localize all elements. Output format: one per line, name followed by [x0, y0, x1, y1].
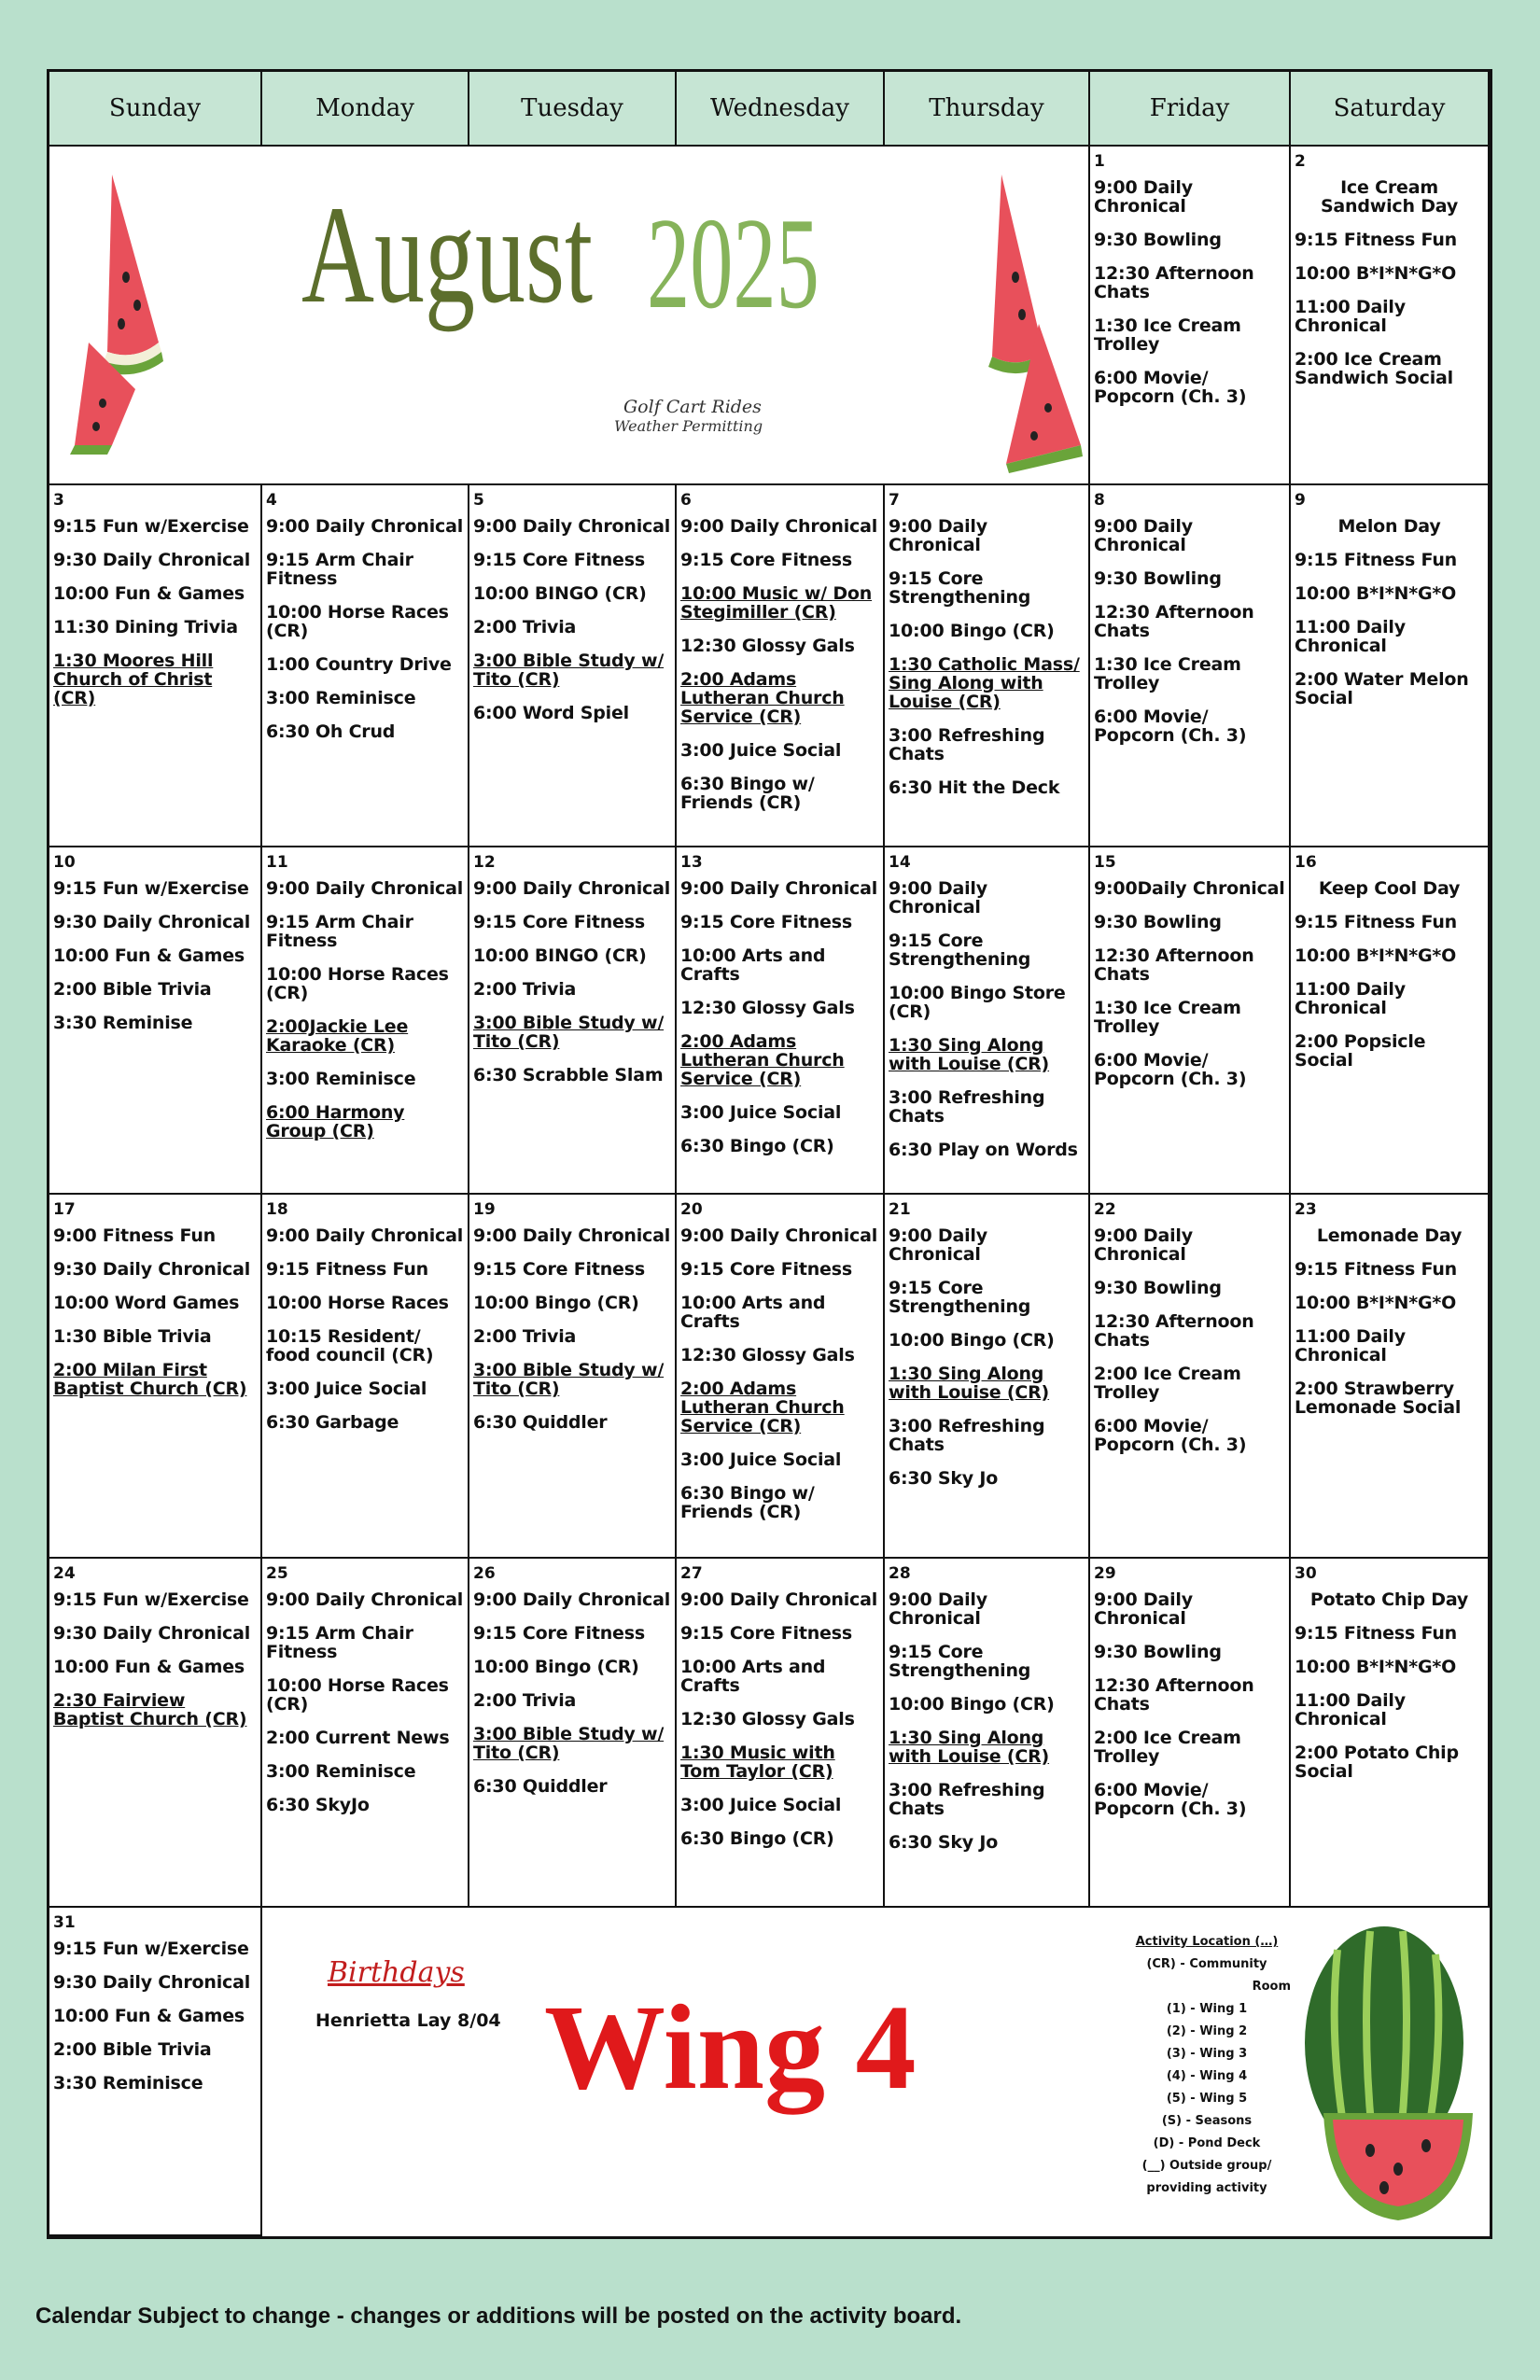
- activity-item: 9:15 Core Fitness: [473, 1259, 645, 1280]
- activity-item: 10:00 Horse Races (CR): [266, 602, 449, 641]
- activity-item: 10:00 BINGO (CR): [473, 583, 647, 604]
- day-number: 12: [473, 853, 496, 872]
- activity-item: 2:00 Strawberry Lemonade Social: [1295, 1379, 1462, 1418]
- activity-item: 6:30 Quiddler: [473, 1776, 608, 1797]
- activity-item: 10:00 B*I*N*G*O: [1295, 945, 1457, 966]
- day-number: 25: [266, 1564, 288, 1583]
- activity-item: 10:00 Arts and Crafts: [680, 1657, 826, 1696]
- activity-item: 1:30 Ice Cream Trolley: [1094, 654, 1241, 693]
- activity-item: 10:00 Horse Races (CR): [266, 1675, 449, 1715]
- theme-day-title: Potato Chip Day: [1309, 1589, 1469, 1610]
- activity-item: 9:15 Core Fitness: [680, 1259, 852, 1280]
- day-cell: [49, 1559, 262, 1908]
- activity-item: 9:30 Bowling: [1094, 1642, 1222, 1662]
- day-cell: [469, 1559, 677, 1908]
- activity-item: 10:00 B*I*N*G*O: [1295, 1657, 1457, 1677]
- activity-item: 9:15 Core Fitness: [680, 912, 852, 932]
- activity-item: 6:00 Movie/ Popcorn (Ch. 3): [1094, 368, 1247, 407]
- legend-line: Room: [1252, 1980, 1291, 1994]
- day-cell: [885, 847, 1090, 1195]
- day-number: 19: [473, 1200, 496, 1219]
- day-cell: [677, 847, 885, 1195]
- activity-item: 1:30 Ice Cream Trolley: [1094, 315, 1241, 355]
- day-number: 5: [473, 491, 484, 510]
- day-cell: [1291, 485, 1490, 847]
- activity-item: 10:00 Bingo (CR): [889, 621, 1055, 641]
- theme-day-title: Melon Day: [1337, 516, 1441, 537]
- activity-item: 9:00 Daily Chronical: [1094, 516, 1193, 555]
- activity-item: 10:00 Bingo (CR): [889, 1694, 1055, 1715]
- theme-day-title: Ice Cream Sandwich Day: [1320, 177, 1459, 217]
- day-number: 8: [1094, 491, 1105, 510]
- weekday-header-thursday: Thursday: [885, 72, 1090, 147]
- activity-item: 11:00 Daily Chronical: [1295, 1326, 1406, 1365]
- activity-item: 9:00 Daily Chronical: [889, 878, 987, 917]
- activity-item: 9:00Daily Chronical: [1094, 878, 1285, 899]
- activity-item: 3:00 Juice Social: [680, 1102, 842, 1123]
- activity-item: 9:15 Fun w/Exercise: [53, 1939, 249, 1959]
- day-number: 2: [1295, 152, 1306, 171]
- day-cell: [469, 1195, 677, 1559]
- activity-item: 6:30 Hit the Deck: [889, 777, 1060, 798]
- activity-item: 9:30 Bowling: [1094, 912, 1222, 932]
- activity-item: 3:00 Bible Study w/ Tito (CR): [473, 651, 665, 690]
- activity-item: 9:00 Daily Chronical: [1094, 1589, 1193, 1629]
- day-number: 1: [1094, 152, 1105, 171]
- activity-item: 3:00 Refreshing Chats: [889, 1416, 1045, 1455]
- disclaimer-note: Calendar Subject to change - changes or additions will be posted on the activity board.: [35, 2303, 962, 2329]
- activity-item: 2:00 Bible Trivia: [53, 979, 212, 1000]
- activity-item: 2:00 Popsicle Social: [1295, 1031, 1426, 1071]
- activity-item: 11:00 Daily Chronical: [1295, 297, 1406, 336]
- activity-item: 9:15 Core Fitness: [473, 912, 645, 932]
- legend-line: (1) - Wing 1: [1166, 2002, 1248, 2016]
- day-number: 15: [1094, 853, 1116, 872]
- day-number: 6: [680, 491, 692, 510]
- activity-item: 9:15 Core Strengthening: [889, 1278, 1031, 1317]
- activity-item: 2:00 Ice Cream Trolley: [1094, 1728, 1241, 1767]
- activity-item: 9:30 Daily Chronical: [53, 1972, 251, 1993]
- weekday-header-tuesday: Tuesday: [469, 72, 677, 147]
- day-cell: [1090, 1559, 1291, 1908]
- activity-item: 6:30 SkyJo: [266, 1795, 370, 1815]
- activity-item: 6:30 Oh Crud: [266, 721, 396, 742]
- activity-item: 6:30 Garbage: [266, 1412, 399, 1433]
- activity-item: 2:00 Trivia: [473, 979, 577, 1000]
- activity-item: 9:00 Daily Chronical: [680, 878, 878, 899]
- day-cell: [677, 1559, 885, 1908]
- activity-item: 11:00 Daily Chronical: [1295, 1690, 1406, 1729]
- day-cell: [1291, 847, 1490, 1195]
- golf-cart-note: Golf Cart Rides: [623, 397, 762, 417]
- activity-item: 9:00 Daily Chronical: [889, 1225, 987, 1265]
- activity-item: 6:30 Bingo (CR): [680, 1828, 834, 1849]
- activity-item: 9:15 Arm Chair Fitness: [266, 1623, 413, 1662]
- day-cell: [677, 1195, 885, 1559]
- legend-line: (D) - Pond Deck: [1153, 2136, 1261, 2150]
- activity-item: 9:15 Core Fitness: [680, 550, 852, 570]
- activity-location-legend: [1113, 1931, 1300, 2200]
- activity-item: 9:00 Daily Chronical: [473, 1225, 671, 1246]
- activity-item: 9:00 Daily Chronical: [266, 1589, 464, 1610]
- activity-item: 1:30 Sing Along with Louise (CR): [889, 1035, 1050, 1074]
- day-cell: [469, 847, 677, 1195]
- activity-item: 6:00 Movie/ Popcorn (Ch. 3): [1094, 707, 1247, 746]
- activity-item: 3:30 Reminisce: [53, 2073, 203, 2093]
- activity-item: 12:30 Glossy Gals: [680, 998, 855, 1018]
- day-number: 9: [1295, 491, 1306, 510]
- activity-item: 9:30 Daily Chronical: [53, 912, 251, 932]
- activity-item: 12:30 Afternoon Chats: [1094, 263, 1254, 302]
- day-number: 28: [889, 1564, 911, 1583]
- day-cell: [262, 847, 469, 1195]
- legend-title: Activity Location (…): [1135, 1935, 1279, 1949]
- activity-item: 10:00 Bingo (CR): [473, 1293, 639, 1313]
- activity-item: 9:00 Daily Chronical: [473, 1589, 671, 1610]
- activity-item: 3:00 Refreshing Chats: [889, 725, 1045, 764]
- activity-item: 9:15 Fitness Fun: [1295, 1623, 1457, 1644]
- activity-item: 9:15 Fitness Fun: [266, 1259, 428, 1280]
- activity-item: 12:30 Afternoon Chats: [1094, 945, 1254, 985]
- day-cell: [1090, 847, 1291, 1195]
- activity-item: 6:30 Bingo (CR): [680, 1136, 834, 1156]
- day-cell: [262, 485, 469, 847]
- activity-item: 9:15 Fitness Fun: [1295, 230, 1457, 250]
- theme-day-title: Keep Cool Day: [1318, 878, 1461, 899]
- activity-item: 9:00 Daily Chronical: [473, 516, 671, 537]
- activity-item: 10:00 B*I*N*G*O: [1295, 1293, 1457, 1313]
- activity-item: 2:00 Ice Cream Sandwich Social: [1295, 349, 1453, 388]
- activity-item: 6:30 Sky Jo: [889, 1832, 999, 1853]
- legend-line: providing activity: [1146, 2181, 1267, 2195]
- activity-item: 9:15 Core Fitness: [680, 1623, 852, 1644]
- activity-item: 9:30 Bowling: [1094, 230, 1222, 250]
- activity-item: 10:00 Bingo (CR): [889, 1330, 1055, 1351]
- birthdays-title: Birthdays: [328, 1956, 465, 1989]
- watermelon-icon: [1281, 1912, 1491, 2230]
- activity-item: 10:00 Fun & Games: [53, 945, 245, 966]
- activity-item: 9:15 Fitness Fun: [1295, 1259, 1457, 1280]
- activity-item: 9:15 Arm Chair Fitness: [266, 550, 413, 589]
- activity-item: 1:30 Sing Along with Louise (CR): [889, 1364, 1050, 1403]
- activity-item: 1:30 Moores Hill Church of Christ (CR): [53, 651, 214, 708]
- activity-item: 9:15 Core Strengthening: [889, 931, 1031, 970]
- activity-item: 9:30 Bowling: [1094, 1278, 1222, 1298]
- activity-item: 9:30 Bowling: [1094, 568, 1222, 589]
- weekday-header-saturday: Saturday: [1291, 72, 1490, 147]
- activity-item: 2:00 Adams Lutheran Church Service (CR): [680, 1379, 845, 1436]
- activity-item: 9:15 Core Fitness: [473, 1623, 645, 1644]
- activity-item: 9:00 Daily Chronical: [1094, 177, 1193, 217]
- weekday-header-sunday: Sunday: [49, 72, 262, 147]
- activity-item: 9:00 Daily Chronical: [889, 516, 987, 555]
- day-cell: [49, 1195, 262, 1559]
- activity-item: 3:00 Juice Social: [266, 1379, 427, 1399]
- activity-item: 9:00 Daily Chronical: [266, 1225, 464, 1246]
- legend-line: (2) - Wing 2: [1166, 2024, 1248, 2038]
- activity-item: 6:30 Bingo w/ Friends (CR): [680, 774, 815, 813]
- activity-item: 9:15 Fun w/Exercise: [53, 516, 249, 537]
- activity-item: 3:00 Bible Study w/ Tito (CR): [473, 1360, 665, 1399]
- activity-item: 2:00 Adams Lutheran Church Service (CR): [680, 1031, 845, 1089]
- day-cell: [49, 847, 262, 1195]
- day-number: 20: [680, 1200, 703, 1219]
- legend-line: (4) - Wing 4: [1166, 2069, 1248, 2083]
- activity-item: 3:00 Reminisce: [266, 688, 416, 708]
- activity-item: 10:00 Horse Races (CR): [266, 964, 449, 1003]
- day-cell: [885, 485, 1090, 847]
- activity-item: 6:00 Movie/ Popcorn (Ch. 3): [1094, 1416, 1247, 1455]
- activity-item: 2:00 Current News: [266, 1728, 450, 1748]
- day-cell: [469, 485, 677, 847]
- day-number: 3: [53, 491, 64, 510]
- activity-item: 2:00 Ice Cream Trolley: [1094, 1364, 1241, 1403]
- birthday-entry: Henrietta Lay 8/04: [315, 2010, 501, 2031]
- day-number: 27: [680, 1564, 703, 1583]
- day-number: 14: [889, 853, 911, 872]
- legend-line: (S) - Seasons: [1161, 2114, 1253, 2128]
- weather-note: Weather Permitting: [614, 417, 763, 435]
- activity-item: 6:30 Play on Words: [889, 1140, 1078, 1160]
- day-number: 4: [266, 491, 277, 510]
- wing-label: Wing 4: [544, 1981, 917, 2115]
- day-cell: [262, 1195, 469, 1559]
- activity-item: 10:00 Fun & Games: [53, 1657, 245, 1677]
- activity-item: 10:00 BINGO (CR): [473, 945, 647, 966]
- day-cell: [1291, 147, 1490, 485]
- activity-item: 11:00 Daily Chronical: [1295, 979, 1406, 1018]
- activity-item: 3:00 Bible Study w/ Tito (CR): [473, 1013, 665, 1052]
- day-cell: [1291, 1559, 1490, 1908]
- activity-item: 9:15 Arm Chair Fitness: [266, 912, 413, 951]
- activity-item: 10:00 Bingo Store (CR): [889, 983, 1066, 1022]
- activity-item: 10:00 Music w/ Don Stegimiller (CR): [680, 583, 873, 623]
- weekday-header-friday: Friday: [1090, 72, 1291, 147]
- day-number: 30: [1295, 1564, 1317, 1583]
- activity-item: 9:00 Daily Chronical: [680, 1589, 878, 1610]
- day-number: 23: [1295, 1200, 1317, 1219]
- activity-item: 10:00 Bingo (CR): [473, 1657, 639, 1677]
- day-cell: [677, 485, 885, 847]
- activity-item: 6:00 Movie/ Popcorn (Ch. 3): [1094, 1780, 1247, 1819]
- day-number: 29: [1094, 1564, 1116, 1583]
- weekday-header-monday: Monday: [262, 72, 469, 147]
- activity-item: 6:00 Word Spiel: [473, 703, 629, 723]
- day-cell: [1090, 147, 1291, 485]
- activity-item: 9:30 Daily Chronical: [53, 1623, 251, 1644]
- activity-item: 6:30 Sky Jo: [889, 1468, 999, 1489]
- activity-item: 3:00 Juice Social: [680, 1795, 842, 1815]
- activity-item: 2:00 Trivia: [473, 1690, 577, 1711]
- day-number: 18: [266, 1200, 288, 1219]
- activity-item: 10:00 Horse Races: [266, 1293, 449, 1313]
- activity-item: 2:00 Water Melon Social: [1295, 669, 1469, 708]
- activity-item: 2:00 Trivia: [473, 617, 577, 637]
- activity-item: 12:30 Glossy Gals: [680, 636, 855, 656]
- activity-item: 12:30 Afternoon Chats: [1094, 1675, 1254, 1715]
- day-number: 11: [266, 853, 288, 872]
- day-number: 24: [53, 1564, 76, 1583]
- activity-item: 10:15 Resident/ food council (CR): [266, 1326, 434, 1365]
- activity-item: 10:00 Fun & Games: [53, 2006, 245, 2026]
- activity-item: 9:00 Daily Chronical: [680, 516, 878, 537]
- legend-line: (CR) - Community: [1146, 1957, 1267, 1971]
- activity-item: 1:30 Sing Along with Louise (CR): [889, 1728, 1050, 1767]
- activity-item: 9:00 Daily Chronical: [889, 1589, 987, 1629]
- theme-day-title: Lemonade Day: [1316, 1225, 1463, 1246]
- activity-item: 9:00 Daily Chronical: [1094, 1225, 1193, 1265]
- activity-item: 2:00 Adams Lutheran Church Service (CR): [680, 669, 845, 727]
- activity-item: 1:30 Ice Cream Trolley: [1094, 998, 1241, 1037]
- activity-item: 9:15 Core Strengthening: [889, 1642, 1031, 1681]
- calendar-footer-row: [49, 1908, 1495, 2236]
- activity-item: 10:00 Fun & Games: [53, 583, 245, 604]
- activity-item: 6:30 Bingo w/ Friends (CR): [680, 1483, 815, 1522]
- activity-item: 3:00 Bible Study w/ Tito (CR): [473, 1724, 665, 1763]
- activity-item: 9:15 Core Strengthening: [889, 568, 1031, 608]
- month-banner: [49, 147, 1090, 485]
- activity-item: 10:00 B*I*N*G*O: [1295, 583, 1457, 604]
- activity-item: 1:30 Music with Tom Taylor (CR): [680, 1743, 835, 1782]
- day-number: 7: [889, 491, 900, 510]
- activity-item: 10:00 B*I*N*G*O: [1295, 263, 1457, 284]
- month-title: August: [301, 177, 594, 332]
- activity-item: 6:00 Movie/ Popcorn (Ch. 3): [1094, 1050, 1247, 1089]
- activity-item: 1:30 Bible Trivia: [53, 1326, 212, 1347]
- day-cell: [1291, 1195, 1490, 1559]
- activity-item: 10:00 Arts and Crafts: [680, 945, 826, 985]
- activity-item: 10:00 Word Games: [53, 1293, 240, 1313]
- day-number: 17: [53, 1200, 76, 1219]
- activity-item: 6:30 Scrabble Slam: [473, 1065, 664, 1085]
- activity-item: 2:00 Bible Trivia: [53, 2039, 212, 2060]
- activity-item: 9:15 Fun w/Exercise: [53, 1589, 249, 1610]
- day-number: 21: [889, 1200, 911, 1219]
- activity-item: 9:15 Fitness Fun: [1295, 550, 1457, 570]
- day-cell: [885, 1195, 1090, 1559]
- day-number: 13: [680, 853, 703, 872]
- year-title: 2025: [647, 191, 819, 336]
- legend-line: (3) - Wing 3: [1166, 2047, 1248, 2061]
- activity-item: 9:00 Daily Chronical: [266, 516, 464, 537]
- legend-line: (5) - Wing 5: [1166, 2092, 1248, 2106]
- activity-item: 3:00 Refreshing Chats: [889, 1087, 1045, 1127]
- activity-item: 9:00 Fitness Fun: [53, 1225, 216, 1246]
- activity-item: 9:15 Core Fitness: [473, 550, 645, 570]
- day-number: 10: [53, 853, 76, 872]
- day-number: 16: [1295, 853, 1317, 872]
- activity-item: 9:30 Daily Chronical: [53, 550, 251, 570]
- activity-item: 9:00 Daily Chronical: [473, 878, 671, 899]
- day-cell: [1090, 485, 1291, 847]
- activity-item: 6:30 Quiddler: [473, 1412, 608, 1433]
- day-number: 26: [473, 1564, 496, 1583]
- activity-item: 9:15 Fitness Fun: [1295, 912, 1457, 932]
- day-cell: [49, 485, 262, 847]
- watermelon-icon: [70, 165, 177, 464]
- activity-item: 3:30 Reminise: [53, 1013, 193, 1033]
- activity-item: 3:00 Juice Social: [680, 1449, 842, 1470]
- activity-item: 1:00 Country Drive: [266, 654, 452, 675]
- activity-item: 9:00 Daily Chronical: [266, 878, 464, 899]
- activity-item: 2:30 Fairview Baptist Church (CR): [53, 1690, 247, 1729]
- activity-item: 12:30 Glossy Gals: [680, 1709, 855, 1729]
- activity-item: 2:00 Milan First Baptist Church (CR): [53, 1360, 247, 1399]
- activity-item: 3:00 Refreshing Chats: [889, 1780, 1045, 1819]
- weekday-header-wednesday: Wednesday: [677, 72, 885, 147]
- day-cell: [1090, 1195, 1291, 1559]
- activity-item: 9:15 Fun w/Exercise: [53, 878, 249, 899]
- activity-item: 2:00Jackie Lee Karaoke (CR): [266, 1016, 409, 1056]
- legend-line: (__) Outside group/: [1141, 2159, 1272, 2173]
- activity-item: 12:30 Glossy Gals: [680, 1345, 855, 1365]
- activity-item: 12:30 Afternoon Chats: [1094, 602, 1254, 641]
- activity-item: 1:30 Catholic Mass/ Sing Along with Louise (CR): [889, 654, 1080, 712]
- activity-item: 6:00 Harmony Group (CR): [266, 1102, 405, 1141]
- activity-item: 3:00 Reminisce: [266, 1069, 416, 1089]
- activity-item: 11:00 Daily Chronical: [1295, 617, 1406, 656]
- day-number: 22: [1094, 1200, 1116, 1219]
- activity-item: 10:00 Arts and Crafts: [680, 1293, 826, 1332]
- activity-item: 11:30 Dining Trivia: [53, 617, 238, 637]
- day-number: 31: [53, 1913, 76, 1932]
- activity-item: 12:30 Afternoon Chats: [1094, 1311, 1254, 1351]
- activity-item: 3:00 Reminisce: [266, 1761, 416, 1782]
- activity-item: 2:00 Potato Chip Social: [1295, 1743, 1459, 1782]
- day-cell: [262, 1559, 469, 1908]
- activity-item: 9:00 Daily Chronical: [680, 1225, 878, 1246]
- activity-item: 2:00 Trivia: [473, 1326, 577, 1347]
- day-cell: [885, 1559, 1090, 1908]
- activity-item: 3:00 Juice Social: [680, 740, 842, 761]
- watermelon-icon: [973, 165, 1085, 473]
- calendar-grid: [47, 69, 1492, 2239]
- activity-item: 9:30 Daily Chronical: [53, 1259, 251, 1280]
